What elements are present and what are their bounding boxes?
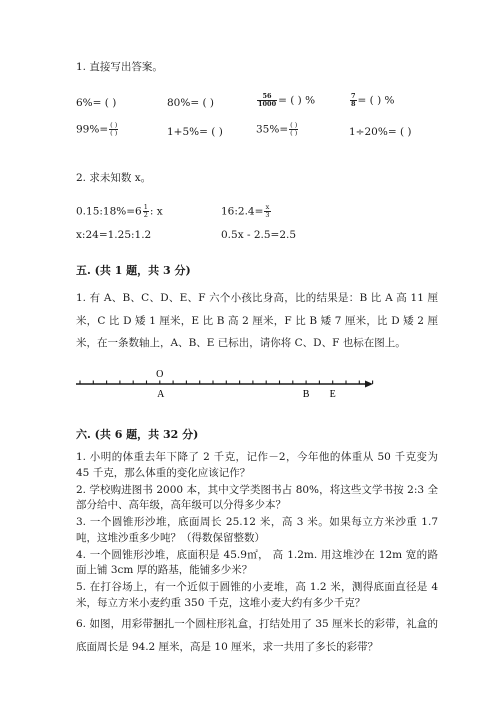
denominator: 8 [351, 100, 356, 108]
section-5-title: 五. (共 1 题，共 3 分) [76, 264, 191, 277]
q2-equation-4: 0.5x - 2.5=2.5 [221, 229, 297, 241]
numerator: 1 [143, 203, 148, 211]
q1-item-7-fraction [289, 122, 298, 137]
q1-item-7-eq: = [279, 123, 289, 136]
numerator: 7 [351, 92, 356, 100]
q1-item-5-fraction [109, 122, 118, 137]
q1-item-7 [256, 122, 299, 137]
q1-item-5-expr: 99% [76, 123, 100, 136]
q2-equation-1 [76, 204, 163, 219]
q2-eq1-right: : x [149, 205, 163, 218]
q1-item-1-expr: 6% [76, 97, 93, 109]
numerator: x [265, 203, 270, 211]
q1-heading: 1. 直接写出答案。 [76, 61, 163, 73]
q1-item-6-expr: 1+5% [167, 126, 200, 138]
problem-6: 6. 如图，用彩带捆扎一个圆柱形礼盒，打结处用了 35 厘米长的彩带，礼盒的底面周长是 94.2 厘米，高是 10 厘米，求一共用了多长的彩带？ [76, 617, 438, 653]
q1-item-8-answer: = ( ) [387, 126, 412, 138]
q1-item-2-answer: = ( ) [190, 97, 215, 109]
point-a-label: A [157, 389, 165, 400]
origin-label: O [156, 369, 164, 380]
number-line [70, 364, 380, 400]
problem-4 [76, 548, 438, 579]
problem-3: 3. 一个圆锥形沙堆，底面周长 25.12 米，高 3 米。如果每立方米沙重 1.7 吨，这堆沙重多少吨？（得数保留整数） [76, 516, 438, 544]
point-b-label: B [302, 389, 310, 400]
denominator: 3 [265, 211, 270, 219]
q1-item-7-expr: 35% [256, 123, 280, 136]
q2-eq2-fraction [264, 204, 270, 219]
numerator: ( ) [290, 121, 298, 129]
q1-item-3-fraction [257, 93, 277, 108]
numerator: ( ) [110, 121, 118, 129]
problem-5: 5. 在打谷场上，有一个近似于圆锥的小麦堆，高 1.2 米，测得底面直径是 4 米，每立方米小麦约重 350 千克，这堆小麦大约有多少千克？ [76, 581, 438, 609]
point-e-label: E [329, 389, 336, 400]
q1-item-2-expr: 80% [167, 97, 191, 109]
number-line-arrow-icon [365, 381, 373, 388]
numerator: 56 [257, 93, 277, 101]
q1-item-5-eq: = [99, 123, 109, 136]
q2-equation-3: x:24=1.25:1.2 [76, 229, 152, 241]
problem-4-part-2: 高 1.2m. 用这堆沙在 12m 宽的路面上铺 3cm 厚的路基，能铺多少米？ [76, 548, 438, 576]
q2-eq2-left: 16:2.4= [221, 205, 264, 218]
q1-item-1-answer: = ( ) [92, 97, 117, 109]
problem-1: 1. 小明的体重去年下降了 2 千克，记作－2，今年他的体重从 50 千克变为 45 千克，那么体重的变化应该记作？ [76, 451, 438, 479]
q1-item-3 [256, 93, 315, 108]
denominator: ( ) [110, 129, 118, 137]
q1-item-4-fraction [350, 93, 357, 108]
problem-4-part-1: 4. 一个圆锥形沙堆，底面积是 45.9㎡， [76, 548, 269, 561]
q1-item-6 [167, 126, 223, 138]
section-5-problem: 1. 有 A、B、C、D、E、F 六个小孩比身高，比的结果是：B 比 A 高 11 厘米，C 比 D 矮 1 厘米，E 比 B 高 2 厘米，F 比 B 矮 7 厘米，比 D 矮 2 厘米，在一条数轴上，A、B、E 已标出，请你将 C、D、F 也标在图上。 [76, 292, 438, 349]
q1-item-8 [349, 126, 412, 138]
section-6-title: 六. (共 6 题，共 32 分) [76, 428, 199, 441]
q1-item-4-answer: = ( ) % [357, 94, 395, 107]
q2-eq1-fraction [143, 204, 149, 219]
q1-item-8-expr: 1÷20% [349, 126, 388, 138]
q1-item-1 [76, 97, 116, 109]
problem-2: 2. 学校购进图书 2000 本，其中文学类图书占 80%，将这些文学书按 2:3 全部分给中、高年级，高年级可以分得多少本？ [76, 483, 438, 511]
q1-item-6-answer: = ( ) [199, 126, 223, 138]
q1-item-3-answer: = ( ) % [278, 94, 316, 107]
q1-item-2 [167, 97, 214, 109]
q2-heading: 2. 求未知数 x。 [76, 172, 152, 184]
denominator: 2 [143, 211, 148, 219]
denominator: 1000 [258, 100, 277, 108]
denominator: ( ) [290, 129, 298, 137]
q1-item-5 [76, 122, 119, 137]
q2-equation-2 [221, 204, 272, 219]
section-6-problems [76, 450, 438, 659]
q1-item-4 [349, 93, 395, 108]
q2-eq1-left: 0.15:18%=6 [76, 205, 142, 218]
